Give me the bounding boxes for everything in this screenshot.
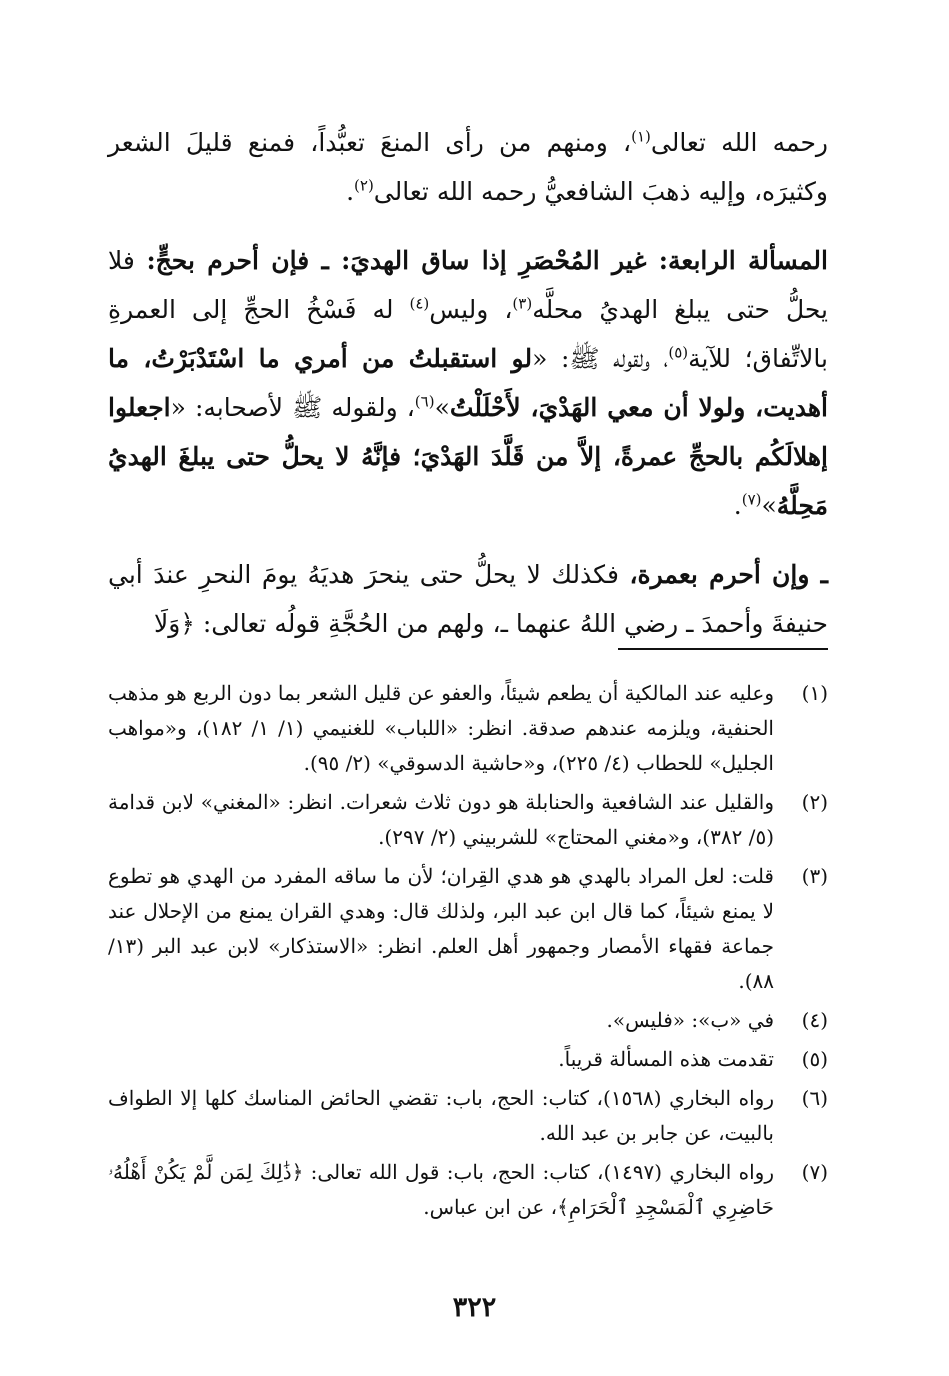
issue-heading: المسألة الرابعة: غير المُحْصَرِ إذا ساق الهديَ: ـ فإن أحرم بحجٍّ:	[146, 246, 828, 275]
footnote-text: تقدمت هذه المسألة قريباً.	[558, 1047, 774, 1071]
text-run: له فَسْخُ الحجِّ إلى العمرةِ بالاتِّفاق؛ للآية	[108, 295, 829, 373]
footnote-item	[108, 785, 828, 855]
text-run: ، ومنهم من رأى المنعَ تعبُّداً، فمنع قليلَ الشعر وكثيرَه، وإليه ذهبَ الشافعيُّ رحمه الله تعالى	[108, 128, 828, 206]
footnote-item	[108, 1003, 828, 1038]
text-run: »	[761, 491, 777, 520]
footnote-ref-5[interactable]: (٥)	[668, 343, 689, 362]
footnote-text: في «ب»: «فليس».	[606, 1008, 774, 1032]
footnote-text: رواه البخاري (١٥٦٨)، كتاب: الحج، باب: تقضي الحائض المناسك كلها إلا الطواف بالبيت، عن جابر بن عبد الله.	[108, 1086, 774, 1145]
main-text	[108, 118, 828, 648]
text-run: فكذلك لا يحلُّ حتى ينحرَ هديَهُ يومَ النحرِ عندَ أبي حنيفةَ وأحمدَ ـ رضي اللهُ عنهما ـ، ولهم من الحُجَّةِ قولُه تعالى: ﴿وَلَا	[108, 560, 828, 638]
text-run: ، ولقوله ﷺ لأصحابه: «	[170, 393, 415, 422]
footnote-item	[108, 1081, 828, 1151]
text-run: .	[733, 491, 742, 520]
footnote-number: (٦)	[801, 1086, 828, 1110]
subsection-lead: ـ وإن أحرم بعمرة،	[629, 560, 828, 589]
footnote-number: (١)	[801, 681, 828, 705]
text-run: ، ولقوله ﷺ: «	[532, 344, 669, 373]
footnote-ref-6[interactable]: (٦)	[414, 392, 435, 411]
footnote-text: وعليه عند المالكية أن يطعم شيئاً، والعفو عن قليل الشعر بما دون الربع هو مذهب الحنفية، ويلزمه عندهم صدقة. انظر: «اللباب» للغنيمي (١/ ١/ ١٨٢)، و«مواهب الجليل» للحطاب (٤/ ٢٢٥)، و«حاشية الدسوقي» (٢/ ٩٥).	[108, 681, 774, 775]
footnote-number: (٧)	[801, 1160, 828, 1184]
footnote-ref-1[interactable]: (١)	[631, 127, 651, 146]
footnote-text: رواه البخاري (١٤٩٧)، كتاب: الحج، باب: قول الله تعالى: ﴿ذَٰلِكَ لِمَن لَّمْ يَكُنْ أَهْلُهُۥ حَاضِرِي ٱلْمَسْجِدِ ٱلْحَرَامِ﴾، عن ابن عباس.	[108, 1160, 775, 1219]
footnote-item	[108, 1155, 828, 1225]
footnote-text: قلت: لعل المراد بالهدي هو هدي القِران؛ لأن ما ساقه المفرد من الهدي هو تطوع لا يمنع شيئاً، كما قال ابن عبد البر، ولذلك قال: وهدي القران يمنع من الإحلال عند جماعة فقهاء الأمصار وجمهور أهل العلم. انظر: «الاستذكار» لابن عبد البر (١٣/ ٨٨).	[108, 864, 774, 993]
text-run: رحمه الله تعالى	[650, 128, 828, 157]
footnote-number: (٥)	[801, 1047, 828, 1071]
footnote-number: (٤)	[801, 1008, 828, 1032]
footnote-item	[108, 676, 828, 781]
footnotes	[108, 676, 828, 1229]
page-number: ٣٢٢	[452, 1292, 497, 1323]
footnote-text: والقليل عند الشافعية والحنابلة هو دون ثلاث شعرات. انظر: «المغني» لابن قدامة (٥/ ٣٨٢)، و«مغني المحتاج» للشربيني (٢/ ٢٩٧).	[108, 790, 774, 849]
footnote-ref-2[interactable]: (٢)	[354, 176, 374, 195]
hadith-quote-2: اجعلوا إهلالَكُم بالحجِّ عمرةً، إلاَّ من قَلَّدَ الهَدْيَ؛ فإنَّهُ لا يحلُّ حتى يبلغَ الهديُ مَحِلَّهُ	[108, 393, 828, 520]
footnote-ref-4[interactable]: (٤)	[409, 294, 430, 313]
paragraph-2	[108, 236, 828, 530]
hadith-quote-1: لو استقبلتُ من أمري ما اسْتَدْبَرْتُ، ما أهديت، ولولا أن معي الهَدْيَ، لأَحْلَلْتُ	[108, 344, 828, 422]
paragraph-3	[108, 550, 828, 648]
text-run: .	[346, 177, 355, 206]
paragraph-1	[108, 118, 828, 216]
footnote-separator	[618, 648, 828, 650]
footnote-number: (٣)	[801, 864, 828, 888]
text-run: »	[434, 393, 450, 422]
footnote-ref-3[interactable]: (٣)	[512, 294, 533, 313]
text-run: فلا يحلُّ حتى يبلغ الهديُ محلَّه	[108, 246, 828, 324]
footnote-item	[108, 1042, 828, 1077]
footnote-number: (٢)	[801, 790, 828, 814]
footnote-ref-7[interactable]: (٧)	[741, 490, 762, 509]
text-run: ، وليس	[429, 295, 513, 324]
footnote-item	[108, 859, 828, 999]
